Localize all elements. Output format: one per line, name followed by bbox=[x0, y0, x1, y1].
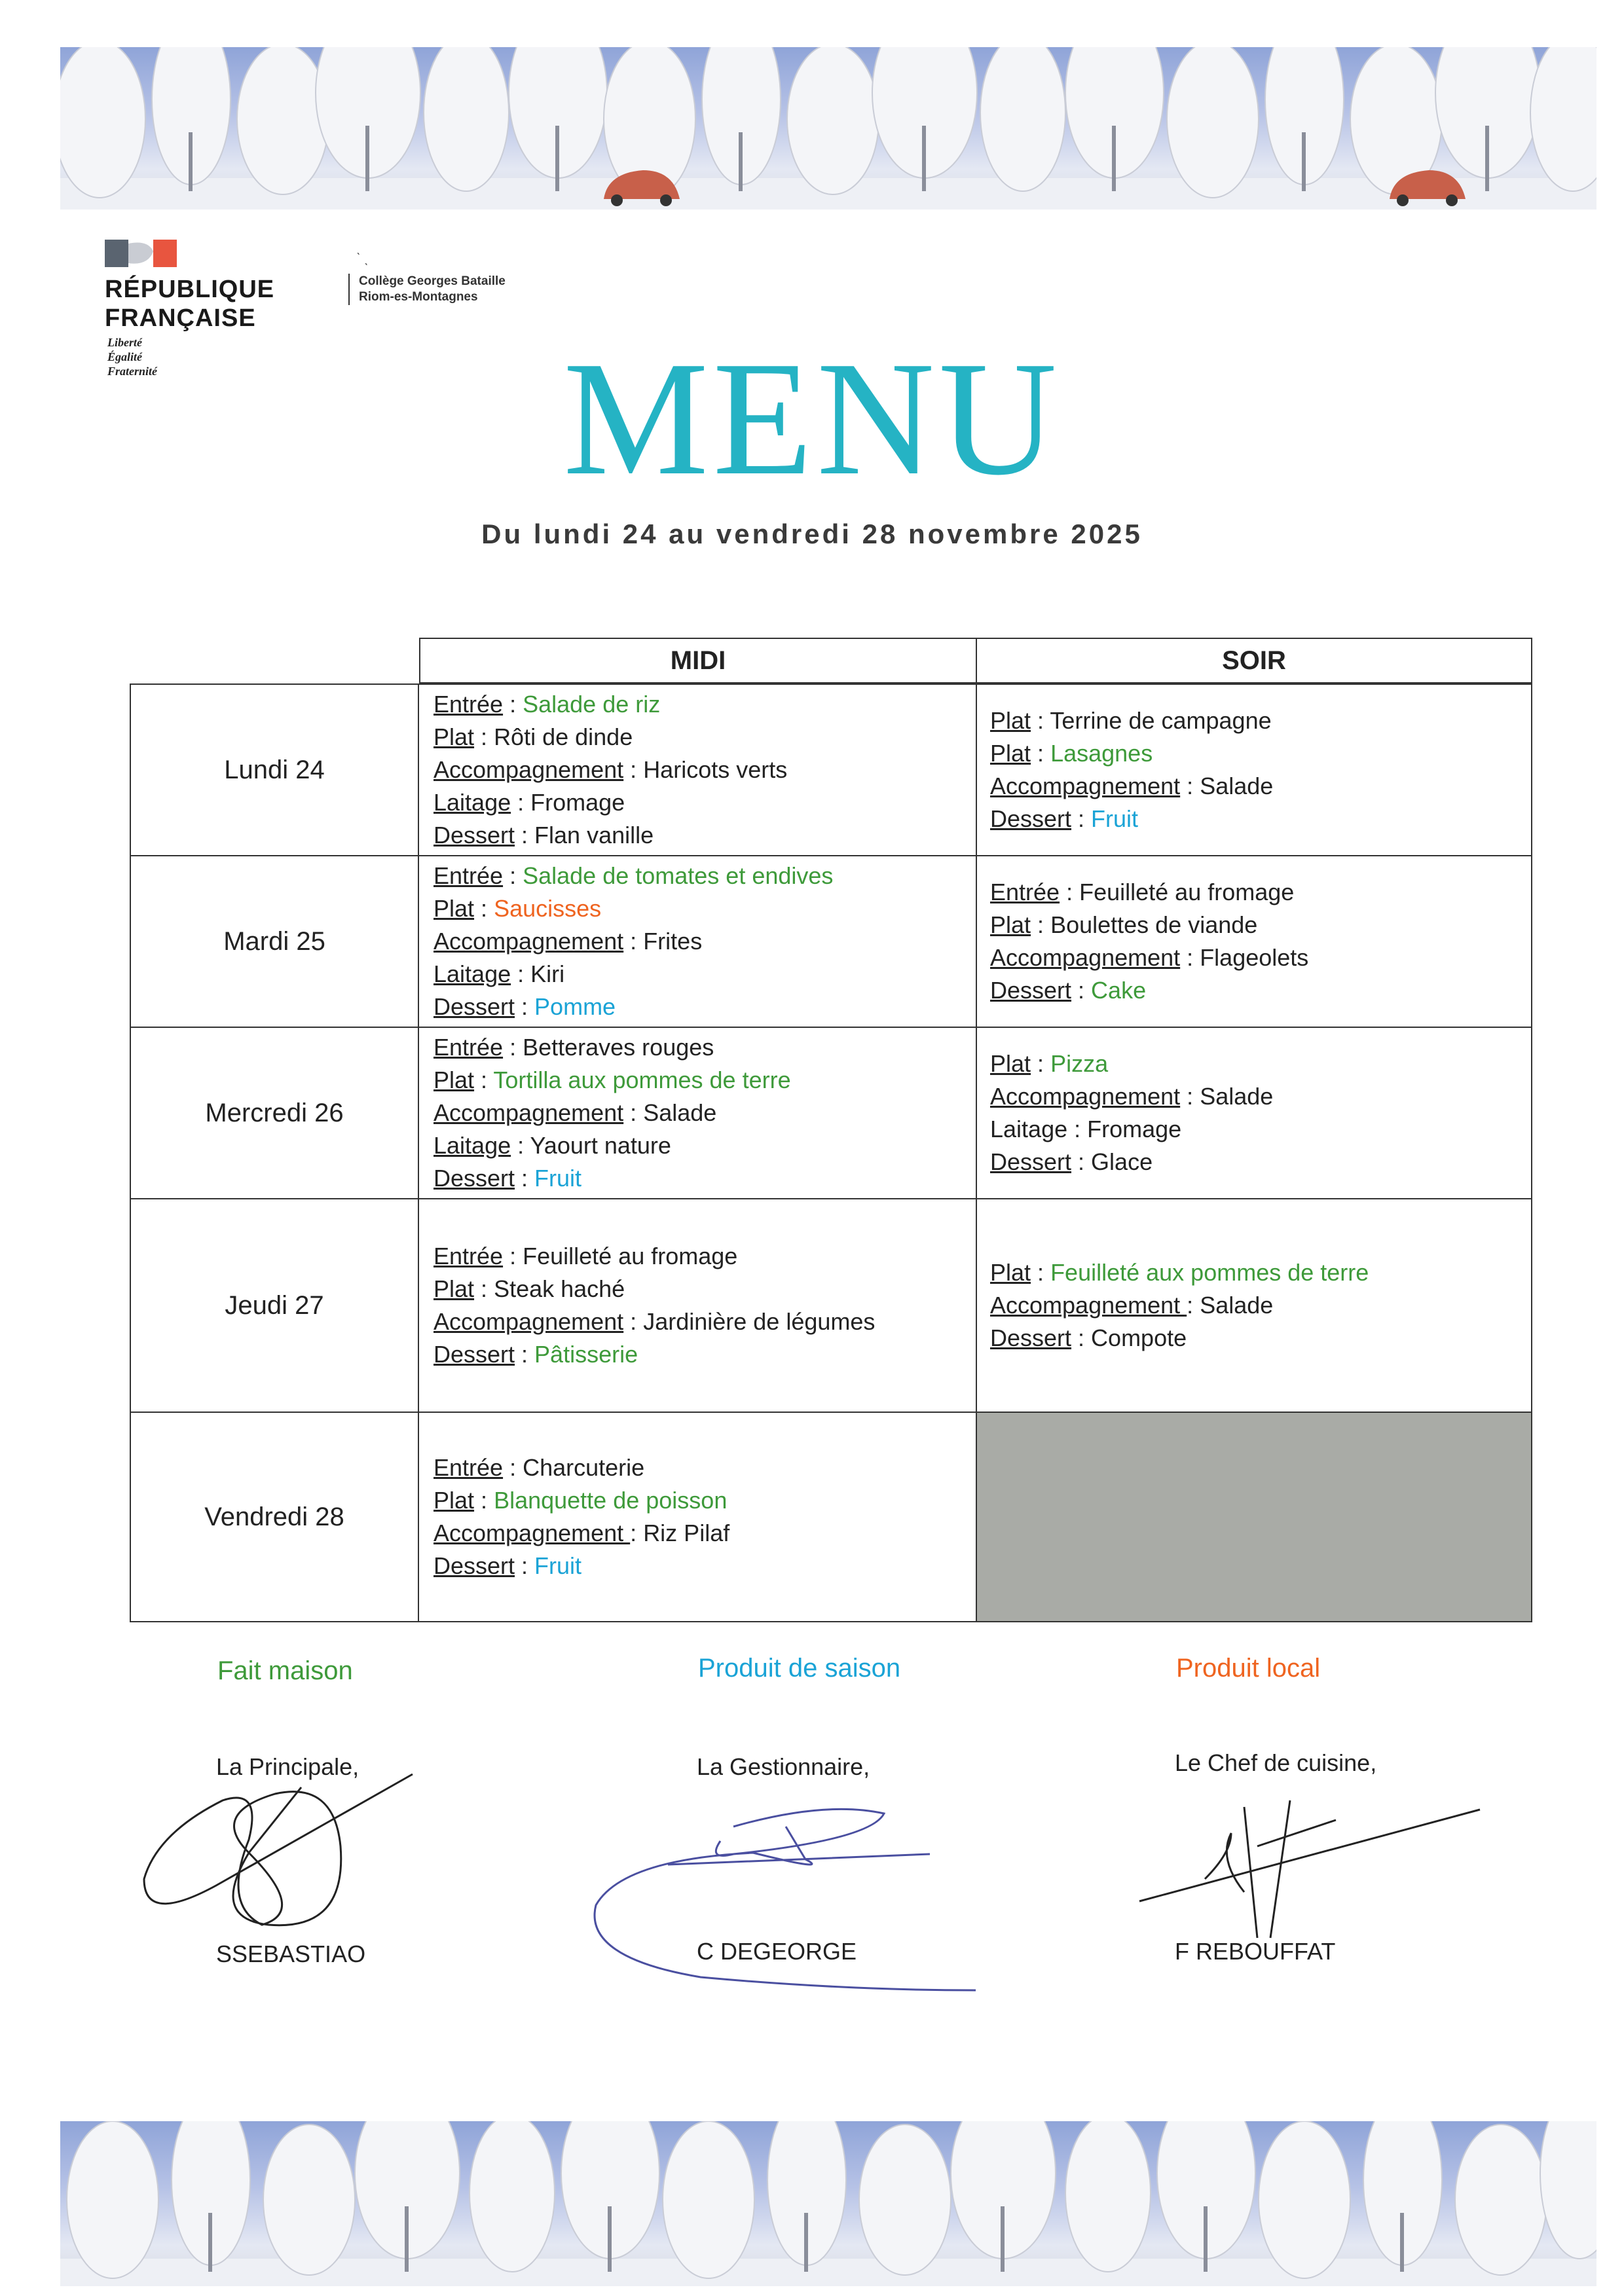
menu-item-separator: : bbox=[515, 993, 535, 1020]
college-line1: Collège Georges Bataille bbox=[359, 274, 506, 288]
menu-item-dish: Frites bbox=[643, 928, 703, 955]
page-title: MENU bbox=[563, 328, 1061, 509]
menu-item-category: Plat bbox=[990, 707, 1031, 734]
column-header-soir: SOIR bbox=[976, 638, 1532, 683]
menu-item-category: Plat bbox=[434, 1066, 475, 1093]
menu-item-category: Plat bbox=[434, 1487, 475, 1514]
menu-item-separator: : bbox=[515, 1165, 535, 1192]
menu-item-separator: : bbox=[623, 1308, 644, 1335]
menu-item-dish: Lasagnes bbox=[1050, 740, 1153, 767]
menu-item-separator: : bbox=[503, 1243, 523, 1269]
menu-item-category: Plat bbox=[990, 740, 1031, 767]
menu-item-category: Entrée bbox=[434, 1034, 504, 1061]
menu-item-separator: : bbox=[1060, 879, 1080, 905]
day-mercredi: Mercredi 26 bbox=[205, 1098, 344, 1127]
menu-item-dish: Riz Pilaf bbox=[643, 1520, 730, 1546]
motto-egalite: Égalité bbox=[107, 350, 142, 363]
menu-item-dish: Saucisses bbox=[494, 895, 602, 922]
menu-item-dish: Cake bbox=[1091, 977, 1147, 1004]
motto-liberte: Liberté bbox=[107, 336, 142, 349]
menu-item-category: Entrée bbox=[434, 1243, 504, 1269]
menu-item-dish: Flan vanille bbox=[534, 822, 654, 848]
menu-item-dish: Glace bbox=[1091, 1148, 1153, 1175]
menu-item-dish: Blanquette de poisson bbox=[494, 1487, 728, 1514]
menu-item-category: Entrée bbox=[990, 879, 1060, 905]
legend-produit-de-saison: Produit de saison bbox=[698, 1654, 901, 1683]
menu-item-separator: : bbox=[503, 691, 523, 718]
menu-item-category: Entrée bbox=[434, 862, 504, 889]
college-line2: Riom-es-Montagnes bbox=[359, 290, 478, 304]
menu-item-separator: : bbox=[1071, 1324, 1092, 1351]
menu-item-dish: Rôti de dinde bbox=[494, 723, 633, 750]
menu-item-dish: Salade bbox=[1200, 773, 1274, 799]
signature-role-chef: Le Chef de cuisine, bbox=[1175, 1749, 1377, 1776]
menu-item-separator: : bbox=[623, 756, 644, 783]
menu-item-category: Dessert bbox=[990, 977, 1072, 1004]
menu-item-category: Accompagnement bbox=[434, 1099, 624, 1126]
menu-item-category: Laitage bbox=[434, 789, 511, 816]
menu-item-category: Dessert bbox=[990, 805, 1072, 832]
menu-item-category: Plat bbox=[990, 1259, 1031, 1286]
column-header-midi: MIDI bbox=[419, 638, 977, 683]
day-lundi: Lundi 24 bbox=[224, 755, 325, 784]
menu-item-category: Dessert bbox=[434, 1165, 515, 1192]
menu-item-category: Entrée bbox=[434, 1454, 504, 1481]
signature-role-principale: La Principale, bbox=[216, 1753, 360, 1780]
menu-item-dish: Laitage : Fromage bbox=[990, 1116, 1182, 1142]
menu-item-dish: Pizza bbox=[1050, 1050, 1109, 1077]
signature-name-principale: SSEBASTIAO bbox=[216, 1941, 366, 1967]
menu-item-dish: Feuilleté au fromage bbox=[1079, 879, 1295, 905]
menu-item-dish: Fromage bbox=[530, 789, 625, 816]
college-logo-marks: ˋ ˎ bbox=[356, 251, 369, 266]
day-mardi: Mardi 25 bbox=[223, 926, 325, 956]
menu-item-dish: Haricots verts bbox=[643, 756, 788, 783]
menu-item-category: Dessert bbox=[434, 1552, 515, 1579]
menu-item-category: Plat bbox=[990, 911, 1031, 938]
menu-item-dish: Pomme bbox=[534, 993, 616, 1020]
menu-item-separator: : bbox=[474, 723, 494, 750]
day-jeudi: Jeudi 27 bbox=[225, 1290, 324, 1320]
menu-item-dish: Charcuterie bbox=[523, 1454, 645, 1481]
menu-item-dish: Jardinière de légumes bbox=[643, 1308, 876, 1335]
menu-item-dish: Salade bbox=[643, 1099, 717, 1126]
menu-item-dish: Tortilla aux pommes de terre bbox=[493, 1066, 791, 1093]
republic-line1: RÉPUBLIQUE bbox=[105, 276, 275, 303]
menu-item-dish: Kiri bbox=[530, 960, 565, 987]
menu-item-separator: : bbox=[515, 1552, 535, 1579]
menu-item-separator: : bbox=[511, 1132, 530, 1159]
menu-item-category: Dessert bbox=[434, 822, 515, 848]
menu-item-separator: : bbox=[474, 1275, 494, 1302]
menu-item-dish: Salade de tomates et endives bbox=[523, 862, 834, 889]
menu-item-separator: : bbox=[1071, 1148, 1092, 1175]
menu-item-separator: : bbox=[1180, 1083, 1200, 1110]
menu-item-category: Dessert bbox=[990, 1324, 1072, 1351]
menu-item-separator: : bbox=[515, 1341, 535, 1368]
menu-item-separator: : bbox=[1031, 707, 1050, 734]
menu-item-dish: Feuilleté aux pommes de terre bbox=[1050, 1259, 1369, 1286]
menu-item-dish: Yaourt nature bbox=[530, 1132, 671, 1159]
menu-item-separator: : bbox=[1031, 1050, 1051, 1077]
menu-item-separator: : bbox=[1071, 977, 1092, 1004]
menu-item-dish: Feuilleté au fromage bbox=[523, 1243, 738, 1269]
menu-item-category: Accompagnement bbox=[990, 1083, 1181, 1110]
menu-item-dish: Fruit bbox=[534, 1165, 582, 1192]
menu-item-separator: : bbox=[511, 789, 531, 816]
menu-item-dish: Salade bbox=[1200, 1292, 1274, 1319]
menu-item-category: Accompagnement bbox=[434, 1308, 624, 1335]
menu-item-separator: : bbox=[623, 928, 644, 955]
menu-item-category: Accompagnement bbox=[990, 1292, 1187, 1319]
menu-item-separator: : bbox=[1180, 773, 1200, 799]
menu-item-dish: Steak haché bbox=[494, 1275, 625, 1302]
menu-item-category: Laitage bbox=[434, 960, 511, 987]
republic-line2: FRANÇAISE bbox=[105, 304, 256, 332]
menu-item-category: Accompagnement bbox=[990, 773, 1181, 799]
winter-trees-illustration-bottom bbox=[60, 2121, 1596, 2286]
legend-fait-maison: Fait maison bbox=[217, 1656, 353, 1685]
menu-item-separator: : bbox=[630, 1520, 644, 1546]
menu-item-separator: : bbox=[1071, 805, 1092, 832]
menu-item-separator: : bbox=[1187, 1292, 1200, 1319]
menu-item-category: Plat bbox=[434, 895, 475, 922]
menu-item-separator: : bbox=[474, 1487, 494, 1514]
winter-banner-bottom bbox=[60, 2121, 1596, 2286]
menu-item-dish: Terrine de campagne bbox=[1050, 707, 1272, 734]
menu-item-category: Accompagnement bbox=[434, 1520, 631, 1546]
motto-fraternite: Fraternité bbox=[107, 365, 158, 378]
menu-item-separator: : bbox=[515, 822, 535, 848]
menu-item-separator: : bbox=[474, 1066, 494, 1093]
menu-item-category: Dessert bbox=[990, 1148, 1072, 1175]
menu-item-category: Plat bbox=[434, 1275, 475, 1302]
menu-item-category: Accompagnement bbox=[434, 756, 624, 783]
menu-item-category: Plat bbox=[990, 1050, 1031, 1077]
page-subtitle: Du lundi 24 au vendredi 28 novembre 2025 bbox=[481, 519, 1143, 549]
menu-item-category: Accompagnement bbox=[434, 928, 624, 955]
menu-item-category: Dessert bbox=[434, 1341, 515, 1368]
menu-item-dish: Salade de riz bbox=[523, 691, 661, 718]
menu-item-dish: Betteraves rouges bbox=[523, 1034, 714, 1061]
menu-item-separator: : bbox=[623, 1099, 644, 1126]
menu-item-dish: Fruit bbox=[534, 1552, 582, 1579]
menu-item-dish: Boulettes de viande bbox=[1050, 911, 1258, 938]
day-vendredi: Vendredi 28 bbox=[204, 1502, 344, 1531]
signature-chef bbox=[1139, 1800, 1480, 1938]
menu-item-separator: : bbox=[1031, 1259, 1051, 1286]
menu-item-category: Entrée bbox=[434, 691, 504, 718]
menu-item-separator: : bbox=[1180, 944, 1200, 971]
menu-item-dish: Salade bbox=[1200, 1083, 1274, 1110]
menu-item-dish: Compote bbox=[1091, 1324, 1187, 1351]
menu-item-category: Plat bbox=[434, 723, 475, 750]
menu-item-dish: Pâtisserie bbox=[534, 1341, 638, 1368]
menu-item-separator: : bbox=[1031, 911, 1051, 938]
menu-item-separator: : bbox=[503, 1034, 523, 1061]
menu-item-separator: : bbox=[474, 895, 494, 922]
signature-principale bbox=[144, 1774, 413, 1925]
menu-item-category: Dessert bbox=[434, 993, 515, 1020]
signature-name-gestionnaire: C DEGEORGE bbox=[697, 1938, 857, 1965]
menu-item-separator: : bbox=[503, 1454, 523, 1481]
menu-item-category: Accompagnement bbox=[990, 944, 1181, 971]
menu-item-separator: : bbox=[511, 960, 531, 987]
signature-name-chef: F REBOUFFAT bbox=[1175, 1938, 1336, 1965]
legend-produit-local: Produit local bbox=[1176, 1654, 1321, 1683]
menu-item-dish: Fruit bbox=[1091, 805, 1139, 832]
signature-role-gestionnaire: La Gestionnaire, bbox=[697, 1753, 870, 1780]
menu-item-separator: : bbox=[503, 862, 523, 889]
menu-item-category: Laitage bbox=[434, 1132, 511, 1159]
menu-item-dish: Flageolets bbox=[1200, 944, 1309, 971]
menu-item-separator: : bbox=[1031, 740, 1051, 767]
